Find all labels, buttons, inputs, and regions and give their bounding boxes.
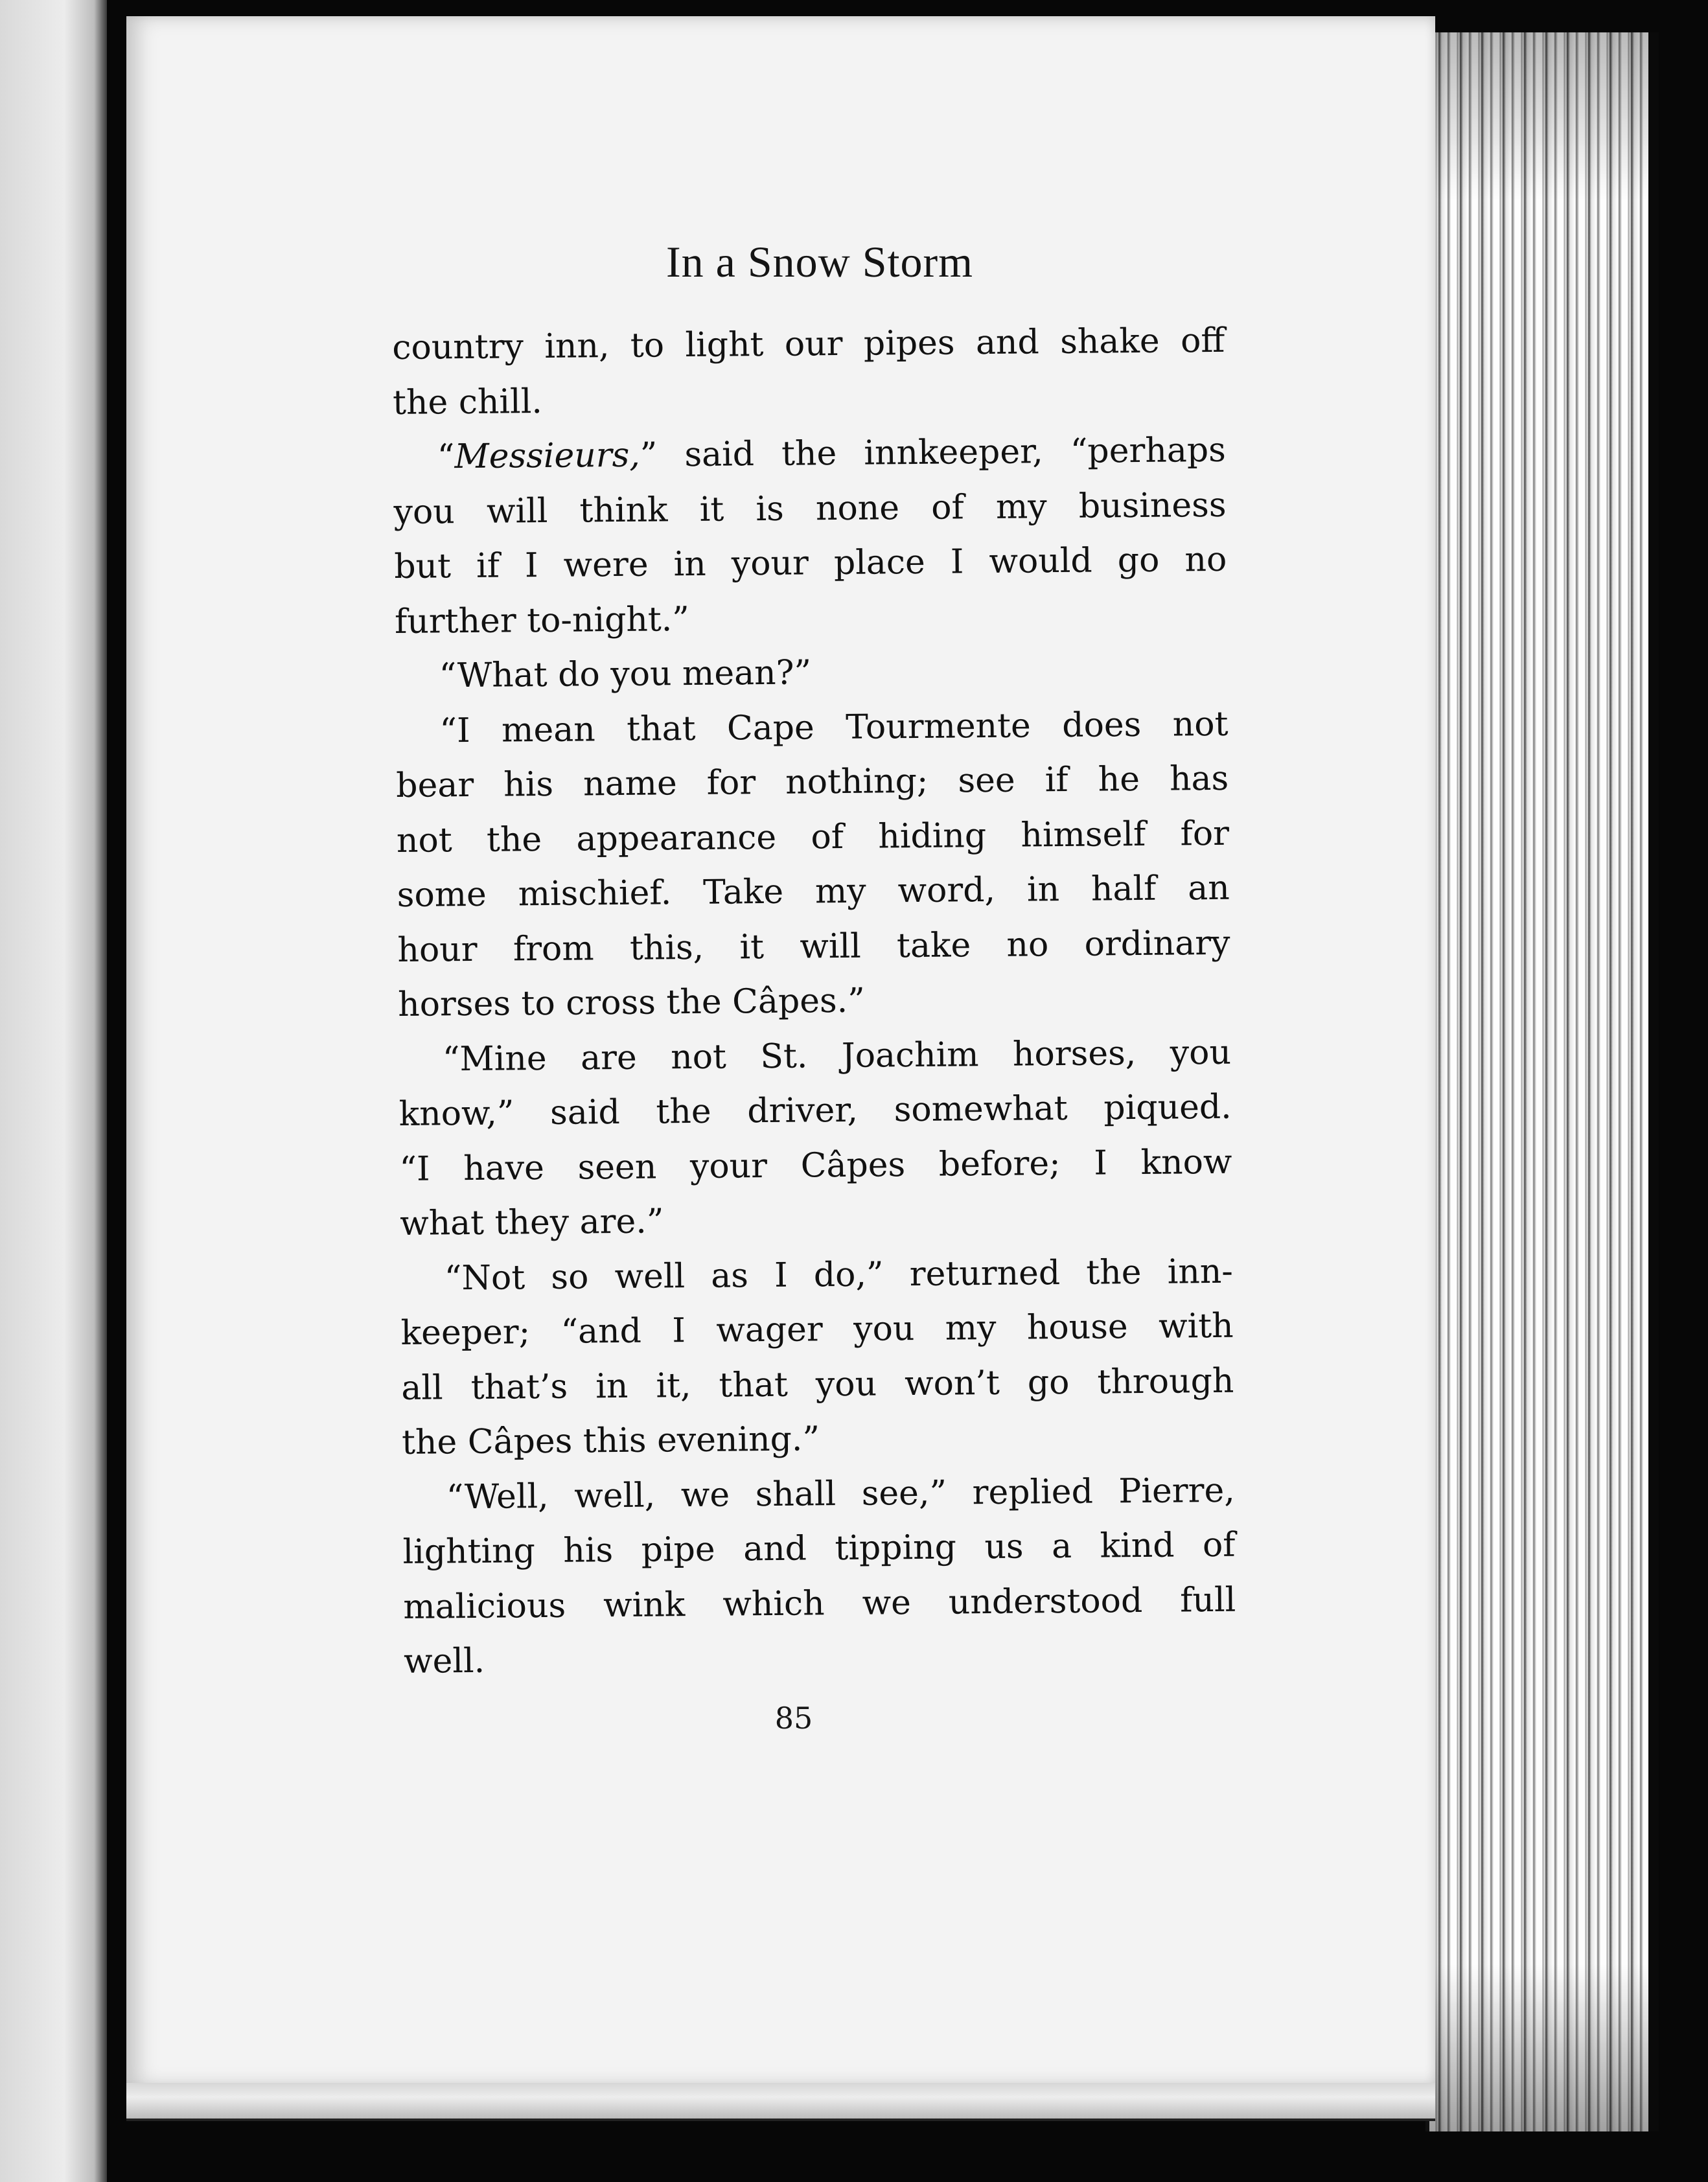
text-line: what they are.” [399,1202,664,1243]
text-line: country inn, to light our pipes and shake off [392,321,1225,367]
italic-word: Messieurs, [454,435,641,477]
text-line: hour from this, it will take no ordinary [397,923,1230,970]
page-edges [1425,32,1659,2131]
text-line: “Mine are not St. Joachim horses, you [442,1033,1232,1079]
running-head: In a Snow Storm [666,237,973,286]
text-line: the Câpes this evening.” [401,1419,820,1462]
text-line: keeper; “and I wager you my house with [400,1306,1234,1353]
text-line: “Not so well as I do,” returned the inn- [444,1252,1234,1298]
text-line: all that’s in it, that you won’t go through [401,1361,1234,1408]
text-line: “Messieurs,” said the innkeeper, “perhaps [437,430,1227,477]
text-line: but if I were in your place I would go no [394,540,1227,586]
text-line: well. [403,1641,485,1681]
text-line: you will think it is none of my business [393,485,1227,532]
text-line: “I mean that Cape Tourmente does not [439,704,1229,750]
text-line: further to-night.” [394,599,690,641]
text-line: horses to cross the Câpes.” [397,981,866,1024]
text-line: “What do you mean?” [439,653,812,696]
text-line: know,” said the driver, somewhat piqued. [398,1087,1232,1134]
text-line: some mischief. Take my word, in half an [397,868,1230,915]
text-line: “Well, well, we shall see,” replied Pierre, [446,1471,1236,1517]
text-line: lighting his pipe and tipping us a kind of [402,1525,1236,1572]
page-number: 85 [774,1701,813,1736]
text-line: the chill. [392,382,543,422]
book-page [126,16,1435,2086]
left-facing-page [0,0,107,2182]
text-line: malicious wink which we understood full [403,1580,1236,1627]
text-line: bear his name for nothing; see if he has [396,759,1229,805]
page-bottom-edge [126,2083,1435,2121]
text-line: not the appearance of hiding himself for [396,814,1230,860]
text-line: “I have seen your Câpes before; I know [399,1142,1232,1189]
body-text [392,314,1236,1690]
